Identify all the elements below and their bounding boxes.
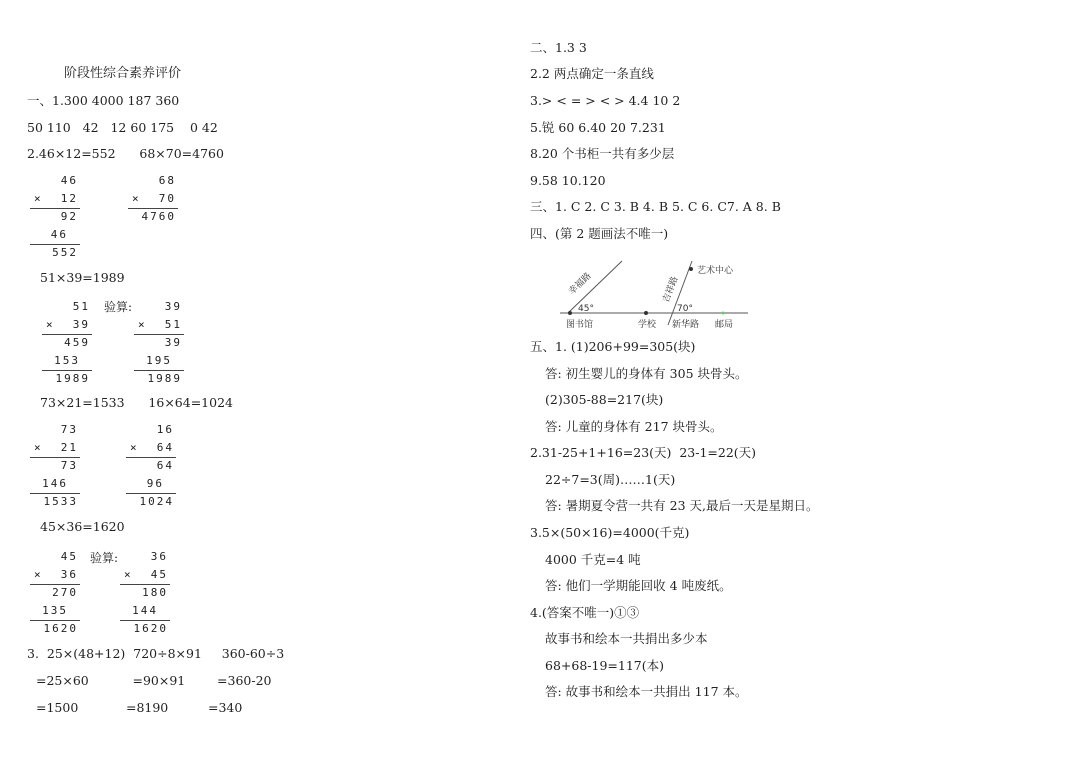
answer-line: 三、1. C 2. C 3. B 4. B 5. C 6. C7. A 8. B <box>530 199 781 214</box>
calc-operand-b: 36 <box>60 568 78 581</box>
eq-45x36: 45×36=1620 <box>40 519 125 534</box>
calc-partial-2: 46 <box>50 228 68 241</box>
school-point <box>644 311 648 315</box>
times-sign: × <box>34 192 43 205</box>
calc-partial-1: 92 <box>60 210 78 223</box>
times-sign: × <box>130 441 139 454</box>
answer-line: 4000 千克=4 吨 <box>545 552 641 567</box>
q3-line3: =1500 =8190 =340 <box>36 700 243 715</box>
answer-line: 2.31-25+1+16=23(天) 23-1=22(天) <box>530 445 757 460</box>
school-label: 学校 <box>638 320 657 330</box>
calc-operand-b: 64 <box>156 441 174 454</box>
answer-line: 答: 故事书和绘本一共捐出 117 本。 <box>545 684 748 699</box>
calc-rule <box>126 457 176 458</box>
times-sign: × <box>46 318 55 331</box>
answer-line: 9.58 10.120 <box>530 173 606 188</box>
answer-line: 8.20 个书柜一共有多少层 <box>530 146 675 161</box>
calc-partial-2: 195 <box>146 354 172 367</box>
times-sign: × <box>124 568 133 581</box>
calc-result: 4760 <box>141 210 176 223</box>
answer-line: 故事书和绘本一共捐出多少本 <box>545 631 708 646</box>
q1-line1: 一、1.300 4000 187 360 <box>27 93 180 108</box>
calc-result: 1989 <box>147 372 182 385</box>
calc-partial-2: 144 <box>132 604 158 617</box>
calc-rule <box>42 370 92 371</box>
q2-line: 2.46×12=552 68×70=4760 <box>27 146 224 161</box>
calc-partial-1: 73 <box>60 459 78 472</box>
calc-operand-b: 21 <box>60 441 78 454</box>
answer-line: 答: 初生婴儿的身体有 305 块骨头。 <box>545 366 748 381</box>
calc-partial-2: 153 <box>54 354 80 367</box>
calc-partial-1: 459 <box>64 336 90 349</box>
answer-line: (2)305-88=217(块) <box>545 392 664 407</box>
calc-result: 1620 <box>133 622 168 635</box>
answer-line: 2.2 两点确定一条直线 <box>530 66 654 81</box>
answer-line: 二、1.3 3 <box>530 40 587 55</box>
page-title: 阶段性综合素养评价 <box>64 66 182 81</box>
times-sign: × <box>138 318 147 331</box>
post-office-point <box>722 312 725 315</box>
times-sign: × <box>132 192 141 205</box>
calc-partial-2: 135 <box>42 604 68 617</box>
angle-70-label: 70° <box>677 304 693 314</box>
art-center-label: 艺术中心 <box>697 266 734 276</box>
answer-line: 3.> < = > < > 4.4 10 2 <box>530 93 681 108</box>
eq-51x39: 51×39=1989 <box>40 270 125 285</box>
answer-line: 4.(答案不唯一)①③ <box>530 605 640 620</box>
road-map-diagram <box>560 257 760 335</box>
library-label: 图书馆 <box>566 320 594 330</box>
calc-operand-a: 51 <box>72 300 90 313</box>
answer-line: 四、(第 2 题画法不唯一) <box>530 226 669 241</box>
calc-partial-1: 180 <box>142 586 168 599</box>
calc-rule <box>134 370 184 371</box>
calc-operand-b: 39 <box>72 318 90 331</box>
calc-operand-a: 39 <box>164 300 182 313</box>
calc-rule <box>30 584 80 585</box>
calc-operand-a: 73 <box>60 423 78 436</box>
calc-operand-a: 36 <box>150 550 168 563</box>
answer-line: 22÷7=3(周)……1(天) <box>545 472 676 487</box>
q3-line1: 3. 25×(48+12) 720÷8×91 360-60÷3 <box>27 646 285 661</box>
answer-line: 答: 他们一学期能回收 4 吨废纸。 <box>545 578 732 593</box>
calc-operand-a: 16 <box>156 423 174 436</box>
calc-operand-b: 70 <box>158 192 176 205</box>
answer-line: 5.锐 60 6.40 20 7.231 <box>530 120 666 135</box>
answer-line: 答: 儿童的身体有 217 块骨头。 <box>545 419 723 434</box>
calc-rule <box>128 208 178 209</box>
calc-partial-2: 146 <box>42 477 68 490</box>
answer-line: 3.5×(50×16)=4000(千克) <box>530 525 690 540</box>
calc-operand-a: 68 <box>158 174 176 187</box>
calc-rule <box>30 620 80 621</box>
calc-rule <box>30 244 80 245</box>
calc-partial-1: 270 <box>52 586 78 599</box>
calc-rule <box>30 493 80 494</box>
calc-rule <box>134 334 184 335</box>
times-sign: × <box>34 568 43 581</box>
check-label: 验算: <box>104 300 133 314</box>
xinhua-road-label: 新华路 <box>672 320 700 330</box>
post-office-label: 邮局 <box>715 320 734 330</box>
calc-operand-a: 45 <box>60 550 78 563</box>
calc-rule <box>120 584 170 585</box>
calc-rule <box>120 620 170 621</box>
answer-line: 五、1. (1)206+99=305(块) <box>530 339 696 354</box>
art-center-point <box>689 267 693 271</box>
calc-result: 1620 <box>43 622 78 635</box>
calc-operand-a: 46 <box>60 174 78 187</box>
q1-line2: 50 110 42 12 60 175 0 42 <box>27 120 218 135</box>
calc-operand-b: 51 <box>164 318 182 331</box>
calc-partial-2: 96 <box>146 477 164 490</box>
calc-result: 552 <box>52 246 78 259</box>
times-sign: × <box>34 441 43 454</box>
calc-rule <box>30 457 80 458</box>
calc-result: 1533 <box>43 495 78 508</box>
answer-line: 答: 暑期夏令营一共有 23 天,最后一天是星期日。 <box>545 498 819 513</box>
calc-result: 1989 <box>55 372 90 385</box>
calc-partial-1: 64 <box>156 459 174 472</box>
calc-operand-b: 12 <box>60 192 78 205</box>
q3-line2: =25×60 =90×91 =360-20 <box>36 673 272 688</box>
eq-73x21: 73×21=1533 16×64=1024 <box>40 395 233 410</box>
road2-label: 吉祥路 <box>661 275 681 305</box>
angle-45-label: 45° <box>578 304 594 314</box>
calc-result: 1024 <box>139 495 174 508</box>
calc-partial-1: 39 <box>164 336 182 349</box>
library-point <box>568 311 572 315</box>
answer-line: 68+68-19=117(本) <box>545 658 665 673</box>
calc-rule <box>30 208 80 209</box>
calc-rule <box>126 493 176 494</box>
calc-rule <box>42 334 92 335</box>
check-label: 验算: <box>90 551 119 565</box>
calc-operand-b: 45 <box>150 568 168 581</box>
road1-label: 幸福路 <box>567 271 594 298</box>
